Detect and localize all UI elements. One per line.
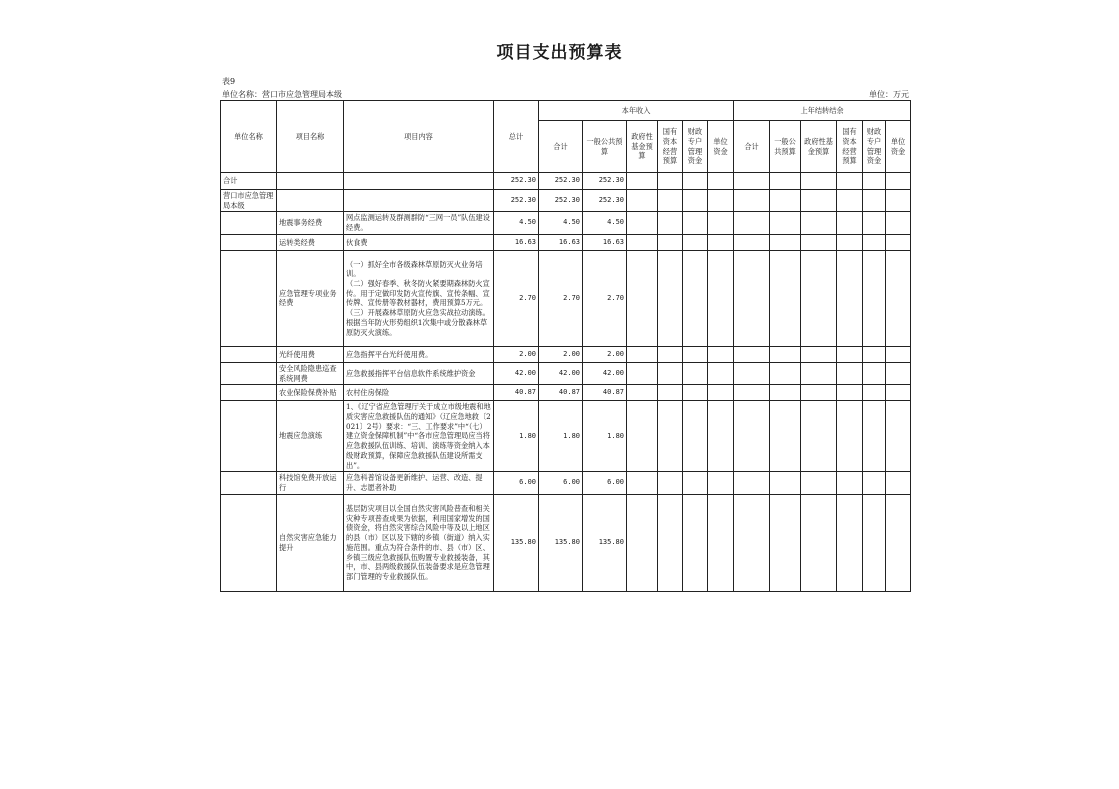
unit-cell [221, 362, 277, 384]
empty-cell [658, 212, 683, 234]
income-sum-cell: 4.50 [539, 212, 583, 234]
project-name-cell: 农业保险保费补贴 [277, 385, 344, 401]
project-name-cell: 运转类经费 [277, 234, 344, 250]
empty-cell [708, 250, 734, 346]
income-sum-cell: 40.87 [539, 385, 583, 401]
empty-cell [683, 190, 708, 212]
empty-cell [658, 362, 683, 384]
project-content-cell: 应急科普馆设备更新维护、运营、改造、提升、志愿者补助 [344, 472, 494, 494]
total-cell: 6.00 [494, 472, 539, 494]
header-total: 总计 [494, 101, 539, 173]
empty-cell [734, 190, 770, 212]
empty-cell [801, 385, 837, 401]
empty-cell [801, 212, 837, 234]
income-general-cell: 6.00 [583, 472, 627, 494]
income-general-cell: 42.00 [583, 362, 627, 384]
income-general-cell: 2.70 [583, 250, 627, 346]
income-sum-cell: 6.00 [539, 472, 583, 494]
total-cell: 1.80 [494, 401, 539, 472]
header-carry-unit-funds: 单位资金 [886, 121, 911, 173]
header-project-name: 项目名称 [277, 101, 344, 173]
project-name-cell: 地震应急演练 [277, 401, 344, 472]
empty-cell [683, 173, 708, 190]
empty-cell [801, 346, 837, 362]
table-number: 表9 [222, 77, 236, 86]
table-row [221, 494, 911, 591]
empty-cell [708, 173, 734, 190]
empty-cell [770, 346, 801, 362]
empty-cell [708, 190, 734, 212]
empty-cell [734, 212, 770, 234]
empty-cell [801, 401, 837, 472]
empty-cell [863, 173, 886, 190]
empty-cell [683, 494, 708, 591]
empty-cell [683, 362, 708, 384]
income-general-cell: 2.00 [583, 346, 627, 362]
empty-cell [886, 401, 911, 472]
empty-cell [770, 401, 801, 472]
table-row [221, 362, 911, 384]
empty-cell [837, 401, 863, 472]
table-row [221, 212, 911, 234]
unit-cell [221, 234, 277, 250]
project-name-cell: 自然灾害应急能力提升 [277, 494, 344, 591]
unit-cell [221, 385, 277, 401]
empty-cell [770, 472, 801, 494]
empty-cell [863, 494, 886, 591]
income-general-cell: 16.63 [583, 234, 627, 250]
unit-cell: 合计 [221, 173, 277, 190]
unit-name-line: 单位名称：营口市应急管理局本级 [222, 90, 342, 99]
empty-cell [886, 234, 911, 250]
empty-cell [734, 173, 770, 190]
empty-cell [863, 250, 886, 346]
empty-cell [770, 212, 801, 234]
empty-cell [863, 234, 886, 250]
empty-cell [837, 190, 863, 212]
empty-cell [627, 173, 658, 190]
header-unit-name: 单位名称 [221, 101, 277, 173]
empty-cell [886, 250, 911, 346]
project-name-cell [277, 190, 344, 212]
total-cell: 252.30 [494, 173, 539, 190]
empty-cell [627, 494, 658, 591]
budget-table [220, 100, 911, 592]
money-unit: 单位：万元 [869, 90, 909, 99]
empty-cell [863, 362, 886, 384]
project-content-cell: 应急指挥平台光纤使用费。 [344, 346, 494, 362]
total-cell: 2.70 [494, 250, 539, 346]
table-row [221, 472, 911, 494]
project-content-cell: 伙食费 [344, 234, 494, 250]
empty-cell [734, 494, 770, 591]
header-carry-special-account: 财政专户管理资金 [863, 121, 886, 173]
empty-cell [770, 362, 801, 384]
header-carry-state-capital: 国有资本经营预算 [837, 121, 863, 173]
header-income-general: 一般公共预算 [583, 121, 627, 173]
project-name-cell: 光纤使用费 [277, 346, 344, 362]
empty-cell [801, 472, 837, 494]
total-cell: 2.00 [494, 346, 539, 362]
income-sum-cell: 2.00 [539, 346, 583, 362]
project-name-cell: 应急管理专项业务经费 [277, 250, 344, 346]
empty-cell [886, 362, 911, 384]
empty-cell [770, 250, 801, 346]
empty-cell [863, 472, 886, 494]
header-income-sum: 合计 [539, 121, 583, 173]
empty-cell [886, 346, 911, 362]
empty-cell [627, 472, 658, 494]
project-content-cell: 网点监测运转及群测群防“三网一员”队伍建设经费。 [344, 212, 494, 234]
income-general-cell: 252.30 [583, 190, 627, 212]
empty-cell [708, 234, 734, 250]
empty-cell [770, 234, 801, 250]
empty-cell [658, 346, 683, 362]
header-income-unit-funds: 单位资金 [708, 121, 734, 173]
income-sum-cell: 1.80 [539, 401, 583, 472]
empty-cell [734, 472, 770, 494]
empty-cell [801, 190, 837, 212]
empty-cell [658, 190, 683, 212]
income-general-cell: 1.80 [583, 401, 627, 472]
empty-cell [801, 362, 837, 384]
empty-cell [734, 346, 770, 362]
total-cell: 42.00 [494, 362, 539, 384]
table-row [221, 173, 911, 190]
empty-cell [837, 362, 863, 384]
total-cell: 16.63 [494, 234, 539, 250]
header-carry-general: 一般公共预算 [770, 121, 801, 173]
empty-cell [658, 385, 683, 401]
header-income-special-account: 财政专户管理资金 [683, 121, 708, 173]
header-prior-carryover: 上年结转结余 [734, 101, 911, 121]
empty-cell [837, 472, 863, 494]
empty-cell [886, 173, 911, 190]
header-project-content: 项目内容 [344, 101, 494, 173]
empty-cell [863, 212, 886, 234]
unit-cell [221, 401, 277, 472]
empty-cell [886, 212, 911, 234]
empty-cell [837, 346, 863, 362]
empty-cell [708, 472, 734, 494]
empty-cell [627, 385, 658, 401]
empty-cell [708, 362, 734, 384]
unit-cell: 营口市应急管理局本级 [221, 190, 277, 212]
unit-cell [221, 250, 277, 346]
empty-cell [734, 250, 770, 346]
income-general-cell: 252.30 [583, 173, 627, 190]
empty-cell [627, 234, 658, 250]
total-cell: 40.87 [494, 385, 539, 401]
empty-cell [863, 190, 886, 212]
empty-cell [683, 212, 708, 234]
empty-cell [658, 472, 683, 494]
empty-cell [683, 346, 708, 362]
income-general-cell: 4.50 [583, 212, 627, 234]
income-sum-cell: 42.00 [539, 362, 583, 384]
table-row [221, 385, 911, 401]
project-content-cell: 基层防灾项目以全国自然灾害风险普查和相关灾种专项普查成果为依据，利用国家增发的国债资金，将自然灾害综合风险中等及以上地区的县（市）区以及下辖的乡镇（街道）纳入实施范围。重点为符合条件的市、县（市）区、乡镇三级应急救援队伍购置专业救援装备，其中，市、县两级救援队伍装备要求是应急管理部门管理的专业救援队伍。 [344, 494, 494, 591]
unit-cell [221, 346, 277, 362]
empty-cell [837, 212, 863, 234]
project-content-cell: 农村住房保险 [344, 385, 494, 401]
unit-cell [221, 472, 277, 494]
empty-cell [770, 190, 801, 212]
empty-cell [683, 250, 708, 346]
page-title: 项目支出预算表 [496, 43, 623, 63]
total-cell: 252.30 [494, 190, 539, 212]
empty-cell [837, 173, 863, 190]
empty-cell [801, 250, 837, 346]
income-general-cell: 40.87 [583, 385, 627, 401]
empty-cell [683, 401, 708, 472]
project-content-cell [344, 173, 494, 190]
empty-cell [770, 173, 801, 190]
empty-cell [734, 385, 770, 401]
header-income-fund: 政府性基金预算 [627, 121, 658, 173]
empty-cell [658, 401, 683, 472]
income-general-cell: 135.80 [583, 494, 627, 591]
table-row [221, 346, 911, 362]
header-carry-fund: 政府性基金预算 [801, 121, 837, 173]
empty-cell [708, 494, 734, 591]
table-row [221, 401, 911, 472]
empty-cell [863, 346, 886, 362]
empty-cell [837, 250, 863, 346]
income-sum-cell: 2.70 [539, 250, 583, 346]
empty-cell [734, 234, 770, 250]
empty-cell [770, 385, 801, 401]
project-name-cell: 地震事务经费 [277, 212, 344, 234]
project-content-cell: 1、《辽宁省应急管理厅关于成立市级地震和地质灾害应急救援队伍的通知》（辽应急地救〔2021〕2号）要求：“三、工作要求”中“（七）建立资金保障机制”中“各市应急管理局应当将应急救援队伍训练、培训、演练等资金纳入本级财政预算，保障应急救援队伍建设所需支出”。 [344, 401, 494, 472]
empty-cell [658, 250, 683, 346]
empty-cell [708, 385, 734, 401]
empty-cell [708, 212, 734, 234]
empty-cell [770, 494, 801, 591]
project-name-cell: 安全风险隐患巡查系统网费 [277, 362, 344, 384]
empty-cell [627, 362, 658, 384]
total-cell: 4.50 [494, 212, 539, 234]
project-content-cell: （一）抓好全市各级森林草原防灭火业务培训。 （二）强好春季、秋冬防火紧要期森林防火宣传。用于定做印发防火宣传旗、宣传条幅、宣传牌、宣传册等教材器材，费用预算5万元。 （三）开展森林草原防火应急实战拉动演练。根据当年防火形势组织1次集中或分散森林草原防灭火演练。 [344, 250, 494, 346]
income-sum-cell: 135.80 [539, 494, 583, 591]
empty-cell [801, 234, 837, 250]
income-sum-cell: 252.30 [539, 190, 583, 212]
empty-cell [658, 494, 683, 591]
empty-cell [837, 494, 863, 591]
project-name-cell: 科技馆免费开放运行 [277, 472, 344, 494]
empty-cell [863, 385, 886, 401]
empty-cell [801, 494, 837, 591]
empty-cell [708, 346, 734, 362]
empty-cell [683, 234, 708, 250]
project-content-cell: 应急救援指挥平台信息软件系统维护资金 [344, 362, 494, 384]
empty-cell [658, 234, 683, 250]
empty-cell [627, 212, 658, 234]
table-row [221, 190, 911, 212]
empty-cell [734, 401, 770, 472]
table-row [221, 250, 911, 346]
empty-cell [886, 385, 911, 401]
empty-cell [627, 401, 658, 472]
income-sum-cell: 252.30 [539, 173, 583, 190]
empty-cell [658, 173, 683, 190]
unit-cell [221, 212, 277, 234]
empty-cell [886, 472, 911, 494]
header-current-year-income: 本年收入 [539, 101, 734, 121]
header-carry-sum: 合计 [734, 121, 770, 173]
empty-cell [708, 401, 734, 472]
empty-cell [627, 190, 658, 212]
empty-cell [734, 362, 770, 384]
table-row [221, 234, 911, 250]
project-name-cell [277, 173, 344, 190]
empty-cell [837, 385, 863, 401]
project-content-cell [344, 190, 494, 212]
empty-cell [683, 385, 708, 401]
unit-cell [221, 494, 277, 591]
empty-cell [801, 173, 837, 190]
empty-cell [886, 190, 911, 212]
empty-cell [837, 234, 863, 250]
empty-cell [863, 401, 886, 472]
empty-cell [886, 494, 911, 591]
income-sum-cell: 16.63 [539, 234, 583, 250]
empty-cell [627, 346, 658, 362]
empty-cell [627, 250, 658, 346]
header-income-state-capital: 国有资本经营预算 [658, 121, 683, 173]
empty-cell [683, 472, 708, 494]
total-cell: 135.80 [494, 494, 539, 591]
